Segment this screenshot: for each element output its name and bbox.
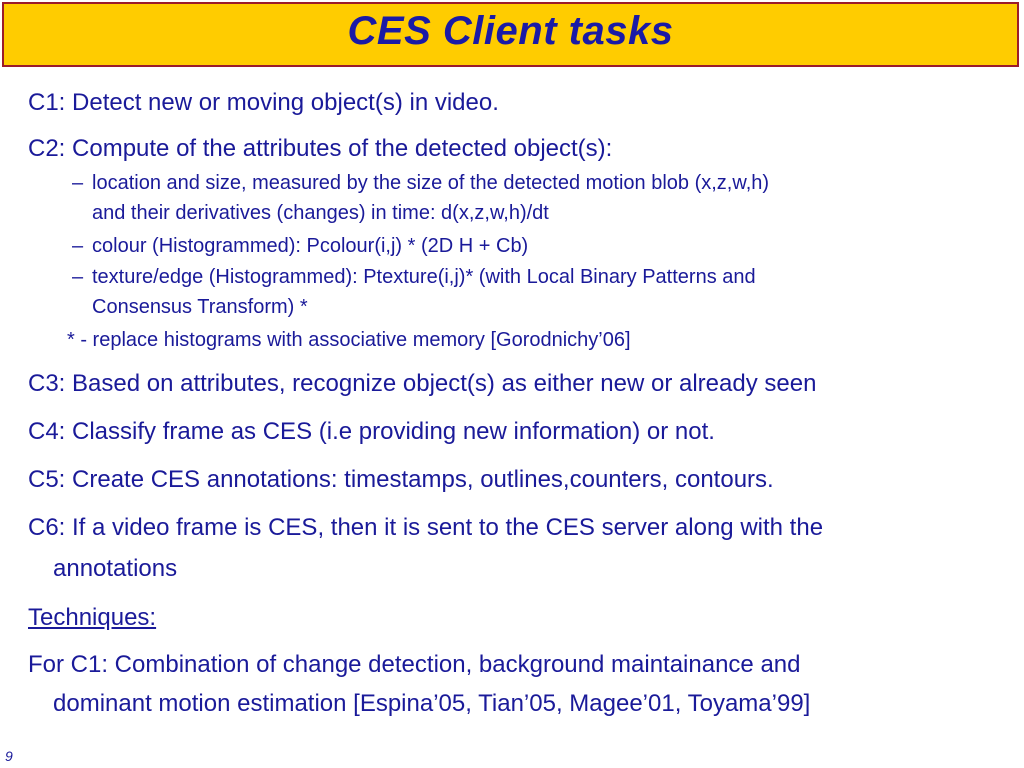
item-c6-line2: annotations bbox=[53, 555, 178, 582]
item-c2-sub1-line1: location and size, measured by the size of the detected motion blob (x,z,w,h) bbox=[92, 172, 770, 194]
item-c1: C1: Detect new or moving object(s) in video. bbox=[28, 89, 499, 116]
page-number: 9 bbox=[5, 748, 13, 764]
item-c2-sub2: colour (Histogrammed): Pcolour(i,j) * (2D H + Cb) bbox=[92, 235, 529, 257]
item-c2-sub1-line2: and their derivatives (changes) in time: d(x,z,w,h)/dt bbox=[92, 202, 549, 224]
item-c2-note: * - replace histograms with associative memory [Gorodnichy’06] bbox=[67, 329, 631, 351]
item-c3: C3: Based on attributes, recognize object(s) as either new or already seen bbox=[28, 370, 817, 397]
item-c6-line1: C6: If a video frame is CES, then it is sent to the CES server along with the bbox=[28, 514, 824, 541]
item-c5: C5: Create CES annotations: timestamps, outlines,counters, contours. bbox=[28, 466, 774, 493]
techniques-heading: Techniques: bbox=[28, 604, 157, 631]
bullet-dash: – bbox=[72, 235, 84, 257]
for-c1-line1: For C1: Combination of change detection, background maintainance and bbox=[28, 651, 801, 678]
slide-title: CES Client tasks bbox=[347, 9, 674, 53]
bullet-dash: – bbox=[72, 266, 84, 288]
bullet-dash: – bbox=[72, 172, 84, 194]
item-c2-sub3-line1: texture/edge (Histogrammed): Ptexture(i,j)* (with Local Binary Patterns and bbox=[92, 266, 756, 288]
item-c4: C4: Classify frame as CES (i.e providing new information) or not. bbox=[28, 418, 715, 445]
item-c2-sub3-line2: Consensus Transform) * bbox=[92, 296, 308, 318]
item-c2: C2: Compute of the attributes of the detected object(s): bbox=[28, 135, 613, 162]
for-c1-line2: dominant motion estimation [Espina’05, Tian’05, Magee’01, Toyama’99] bbox=[53, 690, 811, 717]
